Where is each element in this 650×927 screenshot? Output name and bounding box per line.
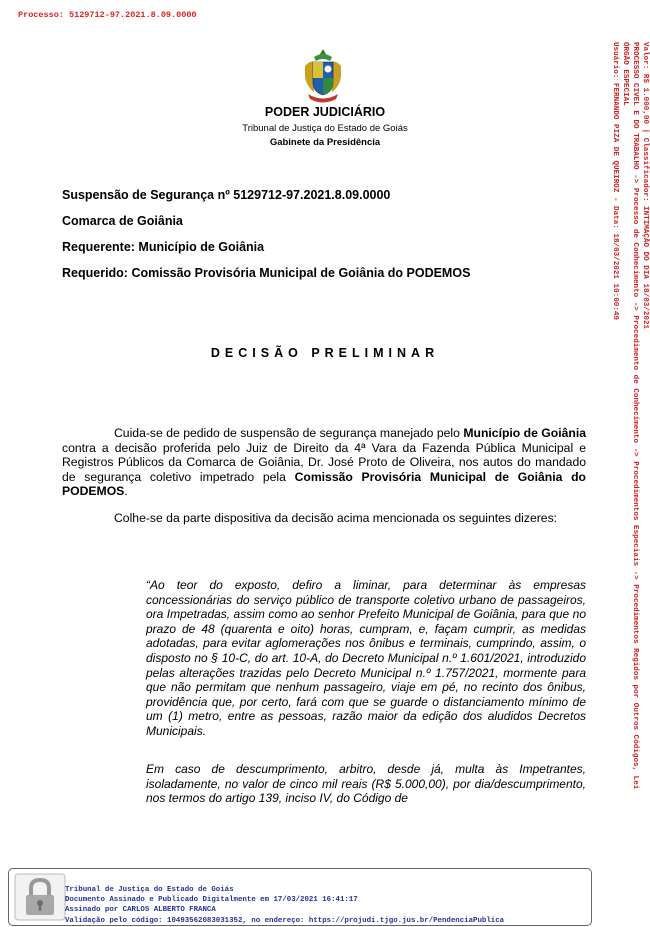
quote-paragraph-2: Em caso de descumprimento, arbitro, desde já, multa às Impetrantes, isoladamente, no valor de cinco mil reais (R$ 5.000,00), por dia/descumprimento, nos termos do artigo 139, inciso IV, do Código de	[146, 762, 586, 806]
signature-footer	[8, 868, 592, 926]
body-paragraph-2: Colhe-se da parte dispositiva da decisão acima mencionada os seguintes dizeres:	[114, 511, 558, 525]
quote-paragraph-1: “Ao teor do exposto, defiro a liminar, para determinar às empresas concessionárias do serviço público de transporte coletivo urbano de passageiros, ora Impetradas, assim como ao senhor Prefeito Municipal de Goiânia, para que no prazo de 48 (quarenta e oito) horas, cumpram, e, façam cumprir, as medidas adotadas, para evitar aglomerações nos ônibus e terminais, cumprindo, assim, o disposto no § 10-C, do art. 10-A, do Decreto Municipal n.º 1.601/2021, introduzido pelas alterações trazidas pelo Decreto Municipal n.º 1.757/2021, mormente para que não permitam que nenhum passageiro, viaje em pé, no recinto dos ônibus, providência que, por certo, fará com que se guarde o distanciamento mínimo de um (1) metro, entre as pessoas, razão maior da edição dos aludidos Decretos Municipais.	[146, 578, 586, 738]
side-stamp-line: PROCESSO CIVEL E DO TRABALHO -> Processo de Conhecimento -> Procedimento de Conhecimento -> Procedimentos Especiais -> Procedimentos Regidos por Outros Códigos, Lei	[631, 42, 639, 790]
header-title: PODER JUDICIÁRIO	[264, 105, 386, 119]
footer-signer: Assinado por CARLOS ALBERTO FRANCA	[65, 906, 216, 915]
side-stamp-line: ÓRGÃO ESPECIAL	[621, 42, 629, 106]
coat-of-arms-icon	[300, 48, 346, 106]
footer-court: Tribunal de Justiça do Estado de Goiás	[65, 886, 234, 894]
decision-title: DECISÃO PRELIMINAR	[210, 346, 440, 360]
header-court: Tribunal de Justiça do Estado de Goiás	[242, 123, 408, 134]
process-stamp: Processo: 5129712-97.2021.8.09.0000	[18, 10, 197, 20]
footer-signed-date: Documento Assinado e Publicado Digitalmente em 17/03/2021 16:41:17	[65, 896, 358, 905]
footer-validation: Validação pelo código: 10493562083031352, no endereço: https://projudi.tjgo.jus.br/PendenciaPublica	[65, 916, 505, 925]
case-comarca: Comarca de Goiânia	[62, 214, 183, 228]
footer-text	[65, 885, 504, 926]
body-paragraph-1: Cuida-se de pedido de suspensão de segurança manejado pelo Município de Goiânia contra a decisão proferida pelo Juiz de Direito da 4ª Vara da Fazenda Pública Municipal e Registros Públicos da Comarca de Goiânia, Dr. José Proto de Oliveira, nos autos do mandado de segurança coletivo impetrado pela Comissão Provisória Municipal de Goiânia do PODEMOS.	[62, 426, 587, 499]
case-requerente: Requerente: Município de Goiânia	[62, 240, 265, 254]
side-stamp-line: Valor: R$ 1.000,00 | Classificador: INTIMAÇÃO DO DIA 18/03/2021	[641, 42, 649, 330]
side-stamp-line: Usuário: FERNANDO PIZA DE QUEIROZ - Data: 18/03/2021 10:00:49	[611, 42, 619, 320]
case-requerido: Requerido: Comissão Provisória Municipal de Goiânia do PODEMOS	[62, 266, 471, 280]
header-office: Gabinete da Presidência	[269, 137, 381, 148]
lock-icon	[13, 872, 67, 922]
case-number: Suspensão de Segurança nº 5129712-97.2021.8.09.0000	[62, 188, 391, 202]
side-stamp	[596, 42, 650, 922]
